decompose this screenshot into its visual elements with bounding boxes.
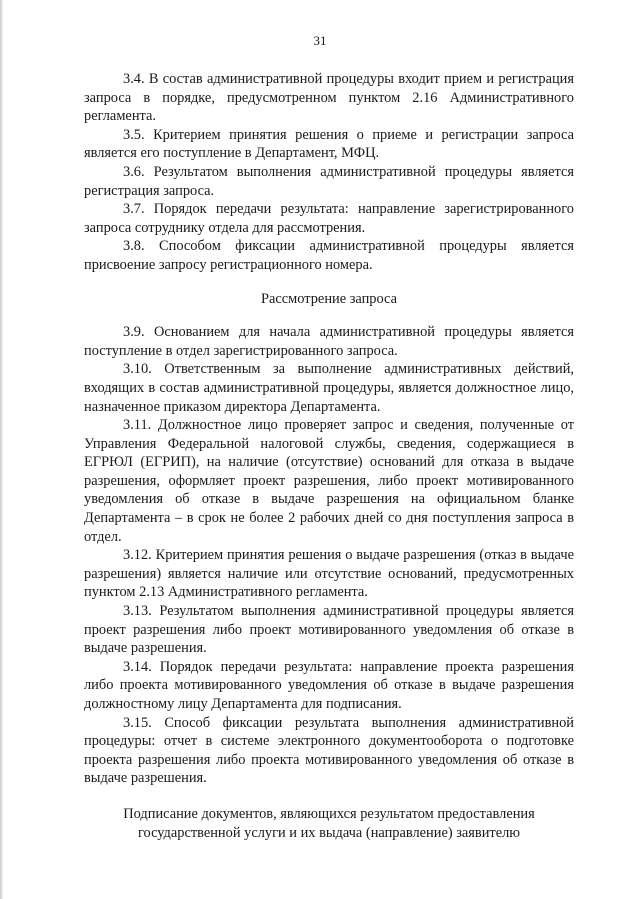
paragraph-3-9: 3.9. Основанием для начала административной процедуры является поступление в отдел зарегистрированного запроса. [84,324,574,359]
scan-edge [0,0,3,899]
paragraph-3-7: 3.7. Порядок передачи результата: направление зарегистрированного запроса сотруднику отдела для рассмотрения. [84,201,574,236]
document-body [84,70,574,842]
section-heading-signing [84,805,574,842]
page-number: 31 [313,33,327,48]
paragraph-3-5: 3.5. Критерием принятия решения о приеме и регистрации запроса является его поступление в Департамент, МФЦ. [84,126,574,162]
paragraph-3-10: 3.10. Ответственным за выполнение административных действий, входящих в состав административной процедуры, является должностное лицо, назначенное приказом директора Департамента. [84,361,574,415]
paragraph-3-6: 3.6. Результатом выполнения административной процедуры является регистрация запроса. [84,163,574,199]
paragraph-3-13: 3.13. Результатом выполнения административной процедуры является проект разрешения либо проект мотивированного уведомления об отказе в выдаче разрешения. [84,603,574,657]
paragraph-3-11: 3.11. Должностное лицо проверяет запрос и сведения, полученные от Управления Федеральной налоговой службы, сведения, содержащиеся в ЕГРЮЛ (ЕГРИП), на наличие (отсутствие) оснований для отказа в выдаче разрешения, оформляет проект разрешения, либо проект мотивированного уведомления об отказе в выдаче разрешения на официальном бланке Департамента – в срок не более 2 рабочих дней со дня поступления запроса в отдел. [84,417,574,545]
paragraph-3-14: 3.14. Порядок передачи результата: направление проекта разрешения либо проекта мотивированного уведомления об отказе в выдаче разрешения должностному лицу Департамента для подписания. [84,658,574,712]
paragraph-3-15: 3.15. Способ фиксации результата выполнения административной процедуры: отчет в системе электронного документооборота о подготовке проекта разрешения либо проекта мотивированного уведомления об отказе в выдаче разрешения. [84,714,574,787]
section-heading-signing-line2: государственной услуги и их выдача (направление) заявителю [137,824,521,841]
section-heading-review: Рассмотрение запроса [261,290,397,307]
section-heading-signing-line1: Подписание документов, являющихся результатом предоставления [123,805,535,822]
paragraph-3-8: 3.8. Способом фиксации административной процедуры является присвоение запросу регистрационного номера. [84,238,574,273]
paragraph-3-12: 3.12. Критерием принятия решения о выдаче разрешения (отказ в выдаче разрешения) является наличие или отсутствие оснований, предусмотренных пунктом 2.13 Административного регламента. [84,547,574,601]
paragraph-3-4: 3.4. В состав административной процедуры входит прием и регистрация запроса в порядке, предусмотренном пунктом 2.16 Административного регламента. [84,71,574,125]
